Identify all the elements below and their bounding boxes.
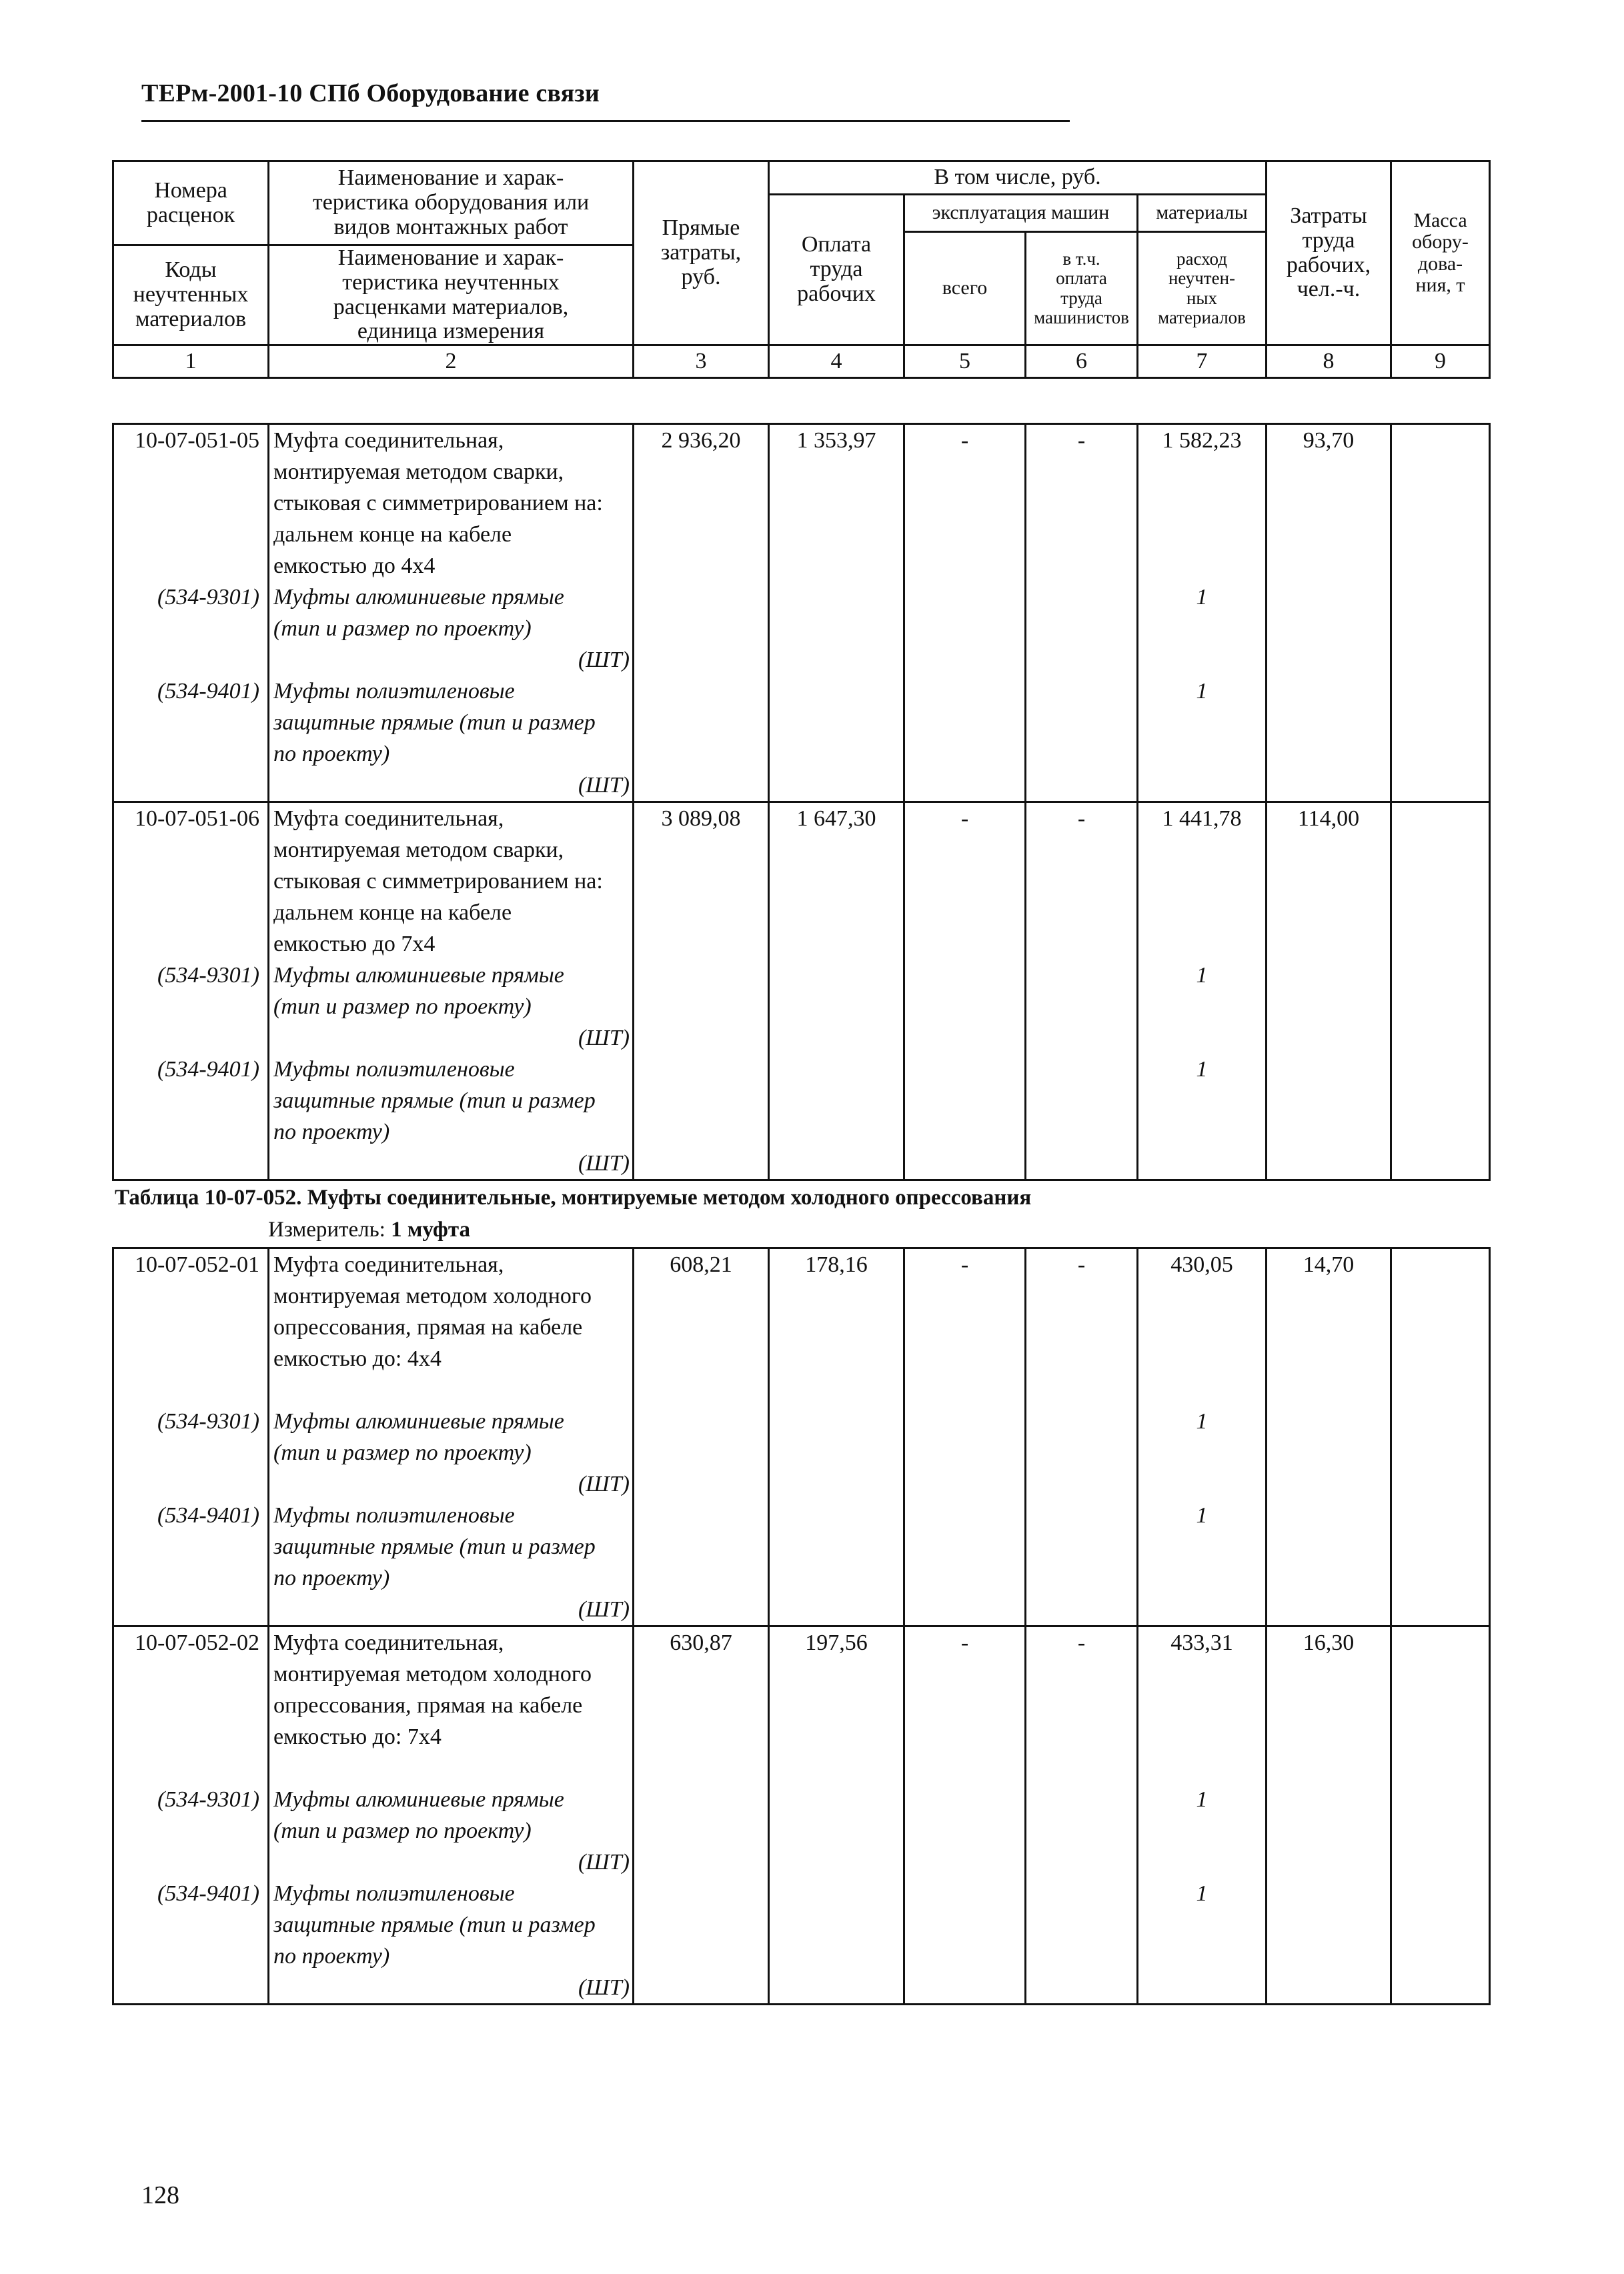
header-text-line: обору- (1412, 231, 1469, 253)
material-description-line: Муфты алюминиевые прямые (273, 1787, 564, 1812)
cell-machines-total (904, 1248, 1026, 1626)
spacer (1138, 1690, 1265, 1721)
material-description-line: по проекту) (273, 742, 390, 766)
description-line: опрессования, прямая на кабеле (273, 1315, 583, 1340)
material-description-line: (тип и размер по проекту) (273, 616, 532, 641)
material-code: (534-9401) (157, 1881, 259, 1906)
material-code: (534-9301) (157, 1409, 259, 1434)
col-incl-header: В том числе, руб. (769, 161, 1267, 195)
col-direct-costs (634, 161, 769, 345)
material-description-line: Муфты полиэтиленовые (273, 1503, 515, 1528)
machines-total-value: - (960, 1252, 969, 1277)
spacer (114, 991, 259, 1022)
cell-direct-costs (634, 424, 769, 802)
col-num: 4 (769, 345, 904, 378)
cell-materials (1138, 424, 1267, 802)
spacer (1138, 928, 1265, 960)
header-text-line: материалов (1158, 307, 1246, 327)
header-text-line: оплата (1056, 268, 1107, 289)
col-num: 5 (904, 345, 1026, 378)
cell-machinist-pay (1026, 1626, 1138, 2005)
header-text-line: рабочих, (1286, 252, 1371, 277)
spacer (114, 1280, 259, 1312)
cell-materials (1138, 802, 1267, 1180)
material-description-line: Муфты алюминиевые прямые (273, 1409, 564, 1434)
material-qty: 1 (1196, 679, 1208, 704)
header-text-line: затраты, (660, 240, 742, 265)
spacer (1138, 1815, 1265, 1847)
spacer (1138, 1847, 1265, 1878)
cell-machinist-pay (1026, 424, 1138, 802)
material-description-line: Муфты алюминиевые прямые (273, 963, 564, 988)
measure-label: Измеритель: (268, 1218, 385, 1242)
material-qty: 1 (1196, 1881, 1208, 1906)
cell-direct-costs (634, 802, 769, 1180)
table-row (113, 802, 1490, 1180)
material-unit: (ШТ) (578, 1472, 630, 1496)
spacer (114, 550, 259, 582)
running-title: ТЕРм-2001-10 СПб Оборудование связи (141, 79, 600, 107)
spacer (1138, 1280, 1265, 1312)
header-text-line: расценок (146, 202, 235, 227)
cell-description (269, 424, 634, 802)
cell-worker-pay (769, 1626, 904, 2005)
col-worker-pay (769, 195, 904, 345)
description-line: дальнем конце на кабеле (273, 900, 512, 925)
material-code: (534-9401) (157, 1503, 259, 1528)
machines-total-value: - (960, 1630, 969, 1655)
direct-costs-value: 630,87 (670, 1630, 732, 1655)
description-line: Муфта соединительная, (273, 1252, 504, 1277)
header-text-line: Наименование и харак- (337, 245, 564, 271)
spacer (114, 644, 259, 676)
description-line: стыковая с симметрированием на: (273, 491, 603, 515)
cell-code (113, 424, 269, 802)
description-line: монтируемая методом холодного (273, 1662, 592, 1686)
labor-hours-value: 114,00 (1297, 806, 1360, 831)
spacer (114, 897, 259, 928)
material-unit: (ШТ) (578, 1850, 630, 1875)
material-qty: 1 (1196, 1057, 1208, 1082)
spacer (1138, 1753, 1265, 1784)
cell-mass (1391, 1248, 1490, 1626)
mass-value (1392, 1627, 1489, 1658)
col-name-materials-lines (333, 246, 569, 344)
description-line: стыковая с симметрированием на: (273, 869, 603, 894)
machines-total-value: - (960, 428, 969, 453)
spacer (1138, 1721, 1265, 1753)
spacer (114, 1468, 259, 1500)
col-labor-hours-lines (1271, 204, 1386, 302)
material-description-line: защитные прямые (тип и размер (273, 1534, 596, 1559)
spacer (114, 1658, 259, 1690)
machinist-pay-value: - (1077, 1252, 1086, 1277)
table-measure-052 (268, 1218, 470, 1242)
material-description-line: Муфты полиэтиленовые (273, 679, 515, 704)
header-text-line: Масса (1413, 209, 1467, 231)
spacer (1138, 1468, 1265, 1500)
spacer (114, 834, 259, 866)
material-description-line: Муфты полиэтиленовые (273, 1057, 515, 1082)
material-unit: (ШТ) (578, 1975, 630, 2000)
materials-value: 1 441,78 (1162, 806, 1242, 831)
col-machinist-pay-lines (1029, 249, 1134, 327)
header-text-line: машинистов (1034, 307, 1129, 327)
col-direct-costs-lines (640, 216, 762, 289)
materials-value: 433,31 (1170, 1630, 1233, 1655)
page-number: 128 (141, 2181, 179, 2209)
machinist-pay-value: - (1077, 806, 1086, 831)
spacer (1138, 1343, 1265, 1374)
material-description-line: защитные прямые (тип и размер (273, 1088, 596, 1113)
material-description-line: по проекту) (273, 1566, 390, 1590)
spacer (1138, 991, 1265, 1022)
rates-table-051 (112, 423, 1491, 1181)
machines-total-value: - (960, 806, 969, 831)
cell-direct-costs (634, 1248, 769, 1626)
material-description-line: Муфты полиэтиленовые (273, 1881, 515, 1906)
header-text-line: труда (1302, 227, 1355, 253)
rate-code: 10-07-052-01 (135, 1252, 259, 1277)
materials-value: 430,05 (1170, 1252, 1233, 1277)
rates-table-052 (112, 1247, 1491, 2005)
worker-pay-value: 197,56 (805, 1630, 868, 1655)
col-unaccounted-materials (1138, 232, 1267, 345)
cell-code (113, 1626, 269, 2005)
material-unit: (ШТ) (578, 1026, 630, 1050)
materials-value: 1 582,23 (1162, 428, 1242, 453)
col-name-materials (269, 246, 632, 344)
header-text-line: расход (1176, 249, 1228, 269)
labor-hours-value: 14,70 (1303, 1252, 1355, 1277)
cell-labor-hours (1267, 424, 1391, 802)
cell-worker-pay (769, 1248, 904, 1626)
table-header (112, 160, 1491, 379)
col-material-codes-lines (133, 258, 249, 331)
spacer (114, 1721, 259, 1753)
spacer (1138, 897, 1265, 928)
spacer (114, 613, 259, 644)
table-caption-052: Таблица 10-07-052. Муфты соединительные, монтируемые методом холодного опрессования (115, 1186, 1032, 1210)
cell-description (269, 1626, 634, 2005)
material-description-line: (тип и размер по проекту) (273, 1819, 532, 1843)
spacer (114, 1437, 259, 1468)
header-text-line: ных (1186, 287, 1218, 308)
spacer (114, 1343, 259, 1374)
header-text-line: ния, т (1415, 273, 1465, 296)
direct-costs-value: 2 936,20 (661, 428, 741, 453)
direct-costs-value: 3 089,08 (661, 806, 741, 831)
header-text-line: видов монтажных работ (333, 214, 568, 239)
header-text-line: материалов (135, 306, 247, 331)
spacer (1138, 1022, 1265, 1054)
col-material-codes (114, 246, 267, 344)
header-text-line: рабочих (797, 281, 876, 306)
material-description-line: (тип и размер по проекту) (273, 994, 532, 1019)
rate-code: 10-07-051-06 (135, 806, 259, 831)
header-text-line: расценками материалов, (333, 294, 569, 319)
col-num: 1 (113, 345, 269, 378)
cell-description (269, 1248, 634, 1626)
header-text-line: чел.-ч. (1297, 277, 1361, 302)
mass-value (1392, 425, 1489, 456)
cell-labor-hours (1267, 1626, 1391, 2005)
spacer (1138, 487, 1265, 519)
col-machinist-pay (1026, 232, 1138, 345)
description-line: Муфта соединительная, (273, 428, 504, 453)
spacer (114, 1374, 259, 1406)
header-text-line: теристика неучтенных (342, 269, 560, 295)
cell-machinist-pay (1026, 802, 1138, 1180)
spacer (114, 519, 259, 550)
header-text-line: теристика оборудования или (312, 190, 590, 215)
col-machines-header: эксплуатация машин (904, 195, 1138, 232)
spacer (1138, 866, 1265, 897)
material-code: (534-9301) (157, 585, 259, 610)
measure-value: 1 муфта (391, 1218, 470, 1242)
col-name-work-lines (313, 166, 589, 239)
worker-pay-value: 1 353,97 (796, 428, 876, 453)
rate-code: 10-07-051-05 (135, 428, 259, 453)
material-description-line: по проекту) (273, 1120, 390, 1144)
spacer (114, 1847, 259, 1878)
material-description-line: защитные прямые (тип и размер (273, 1913, 596, 1937)
cell-machinist-pay (1026, 1248, 1138, 1626)
col-mass-lines (1399, 210, 1482, 297)
cell-description (269, 802, 634, 1180)
table-row (113, 1626, 1490, 2005)
spacer (1138, 1437, 1265, 1468)
cell-materials (1138, 1248, 1267, 1626)
worker-pay-value: 178,16 (805, 1252, 868, 1277)
description-line: емкостью до 4х4 (273, 553, 436, 578)
col-num: 8 (1267, 345, 1391, 378)
header-text-line: в т.ч. (1062, 249, 1100, 269)
header-text-line: труда (1060, 287, 1102, 308)
material-qty: 1 (1196, 1409, 1208, 1434)
mass-value (1392, 803, 1489, 834)
spacer (1138, 644, 1265, 676)
material-code: (534-9301) (157, 963, 259, 988)
description-line: Муфта соединительная, (273, 806, 504, 831)
cell-worker-pay (769, 802, 904, 1180)
spacer (1138, 613, 1265, 644)
spacer (114, 928, 259, 960)
cell-labor-hours (1267, 1248, 1391, 1626)
description-line: опрессования, прямая на кабеле (273, 1693, 583, 1718)
spacer (1138, 1312, 1265, 1343)
direct-costs-value: 608,21 (670, 1252, 732, 1277)
material-code: (534-9401) (157, 1057, 259, 1082)
spacer (114, 1815, 259, 1847)
col-rate-numbers-lines (147, 179, 235, 227)
header-text-line: дова- (1417, 252, 1463, 275)
col-labor-hours (1267, 161, 1391, 345)
description-line: монтируемая методом холодного (273, 1284, 592, 1308)
labor-hours-value: 16,30 (1303, 1630, 1355, 1655)
header-text-line: единица измерения (357, 319, 545, 344)
machinist-pay-value: - (1077, 1630, 1086, 1655)
col-rate-numbers (114, 162, 267, 244)
header-text-line: труда (810, 257, 863, 282)
table-row (113, 424, 1490, 802)
col-machines-total: всего (904, 232, 1026, 345)
col-unaccounted-materials-lines (1141, 249, 1263, 327)
cell-worker-pay (769, 424, 904, 802)
header-text-line: Коды (165, 257, 217, 283)
col-materials-header: материалы (1138, 195, 1267, 232)
material-qty: 1 (1196, 1787, 1208, 1812)
rate-code: 10-07-052-02 (135, 1630, 259, 1655)
col-num: 3 (634, 345, 769, 378)
material-qty: 1 (1196, 963, 1208, 988)
column-numbers-row (113, 345, 1490, 378)
col-num: 7 (1138, 345, 1267, 378)
material-qty: 1 (1196, 585, 1208, 610)
col-worker-pay-lines (776, 233, 896, 306)
header-text-line: Оплата (801, 232, 872, 257)
table-row (113, 1248, 1490, 1626)
material-code: (534-9401) (157, 679, 259, 704)
spacer (114, 866, 259, 897)
machinist-pay-value: - (1077, 428, 1086, 453)
header-text-line: неучтен- (1168, 268, 1236, 289)
cell-machines-total (904, 802, 1026, 1180)
header-text-line: Затраты (1290, 203, 1367, 229)
description-line: Муфта соединительная, (273, 1630, 504, 1655)
header-rule (141, 120, 1070, 122)
col-num: 2 (269, 345, 634, 378)
spacer (273, 1753, 632, 1784)
col-num: 6 (1026, 345, 1138, 378)
spacer (114, 456, 259, 487)
material-qty: 1 (1196, 1503, 1208, 1528)
header-text-line: неучтенных (133, 282, 249, 307)
cell-labor-hours (1267, 802, 1391, 1180)
worker-pay-value: 1 647,30 (796, 806, 876, 831)
spacer (114, 1690, 259, 1721)
header-text-line: Наименование и харак- (337, 165, 564, 191)
header-text-line: Прямые (662, 215, 740, 241)
spacer (114, 1312, 259, 1343)
spacer (1138, 550, 1265, 582)
col-mass (1391, 161, 1490, 345)
cell-machines-total (904, 424, 1026, 802)
spacer (1138, 834, 1265, 866)
col-num: 9 (1391, 345, 1490, 378)
description-line: емкостью до: 4х4 (273, 1346, 442, 1371)
cell-materials (1138, 1626, 1267, 2005)
cell-mass (1391, 424, 1490, 802)
cell-code (113, 1248, 269, 1626)
cell-mass (1391, 1626, 1490, 2005)
spacer (273, 1374, 632, 1406)
spacer (1138, 456, 1265, 487)
material-unit: (ШТ) (578, 648, 630, 672)
mass-value (1392, 1249, 1489, 1280)
description-line: дальнем конце на кабеле (273, 522, 512, 547)
material-description-line: Муфты алюминиевые прямые (273, 585, 564, 610)
cell-code (113, 802, 269, 1180)
material-description-line: (тип и размер по проекту) (273, 1440, 532, 1465)
header-text-line: руб. (681, 264, 721, 289)
spacer (1138, 1374, 1265, 1406)
spacer (1138, 519, 1265, 550)
material-description-line: защитные прямые (тип и размер (273, 710, 596, 735)
description-line: емкостью до 7х4 (273, 932, 436, 956)
cell-direct-costs (634, 1626, 769, 2005)
description-line: емкостью до: 7х4 (273, 1725, 442, 1749)
spacer (1138, 1658, 1265, 1690)
material-unit: (ШТ) (578, 773, 630, 798)
material-unit: (ШТ) (578, 1597, 630, 1622)
material-unit: (ШТ) (578, 1151, 630, 1176)
spacer (114, 1022, 259, 1054)
cell-machines-total (904, 1626, 1026, 2005)
description-line: монтируемая методом сварки, (273, 459, 564, 484)
col-name-work (269, 162, 632, 244)
spacer (114, 1753, 259, 1784)
labor-hours-value: 93,70 (1303, 428, 1355, 453)
cell-mass (1391, 802, 1490, 1180)
header-text-line: Номера (154, 177, 227, 203)
material-code: (534-9301) (157, 1787, 259, 1812)
spacer (114, 487, 259, 519)
material-description-line: по проекту) (273, 1944, 390, 1969)
description-line: монтируемая методом сварки, (273, 838, 564, 862)
